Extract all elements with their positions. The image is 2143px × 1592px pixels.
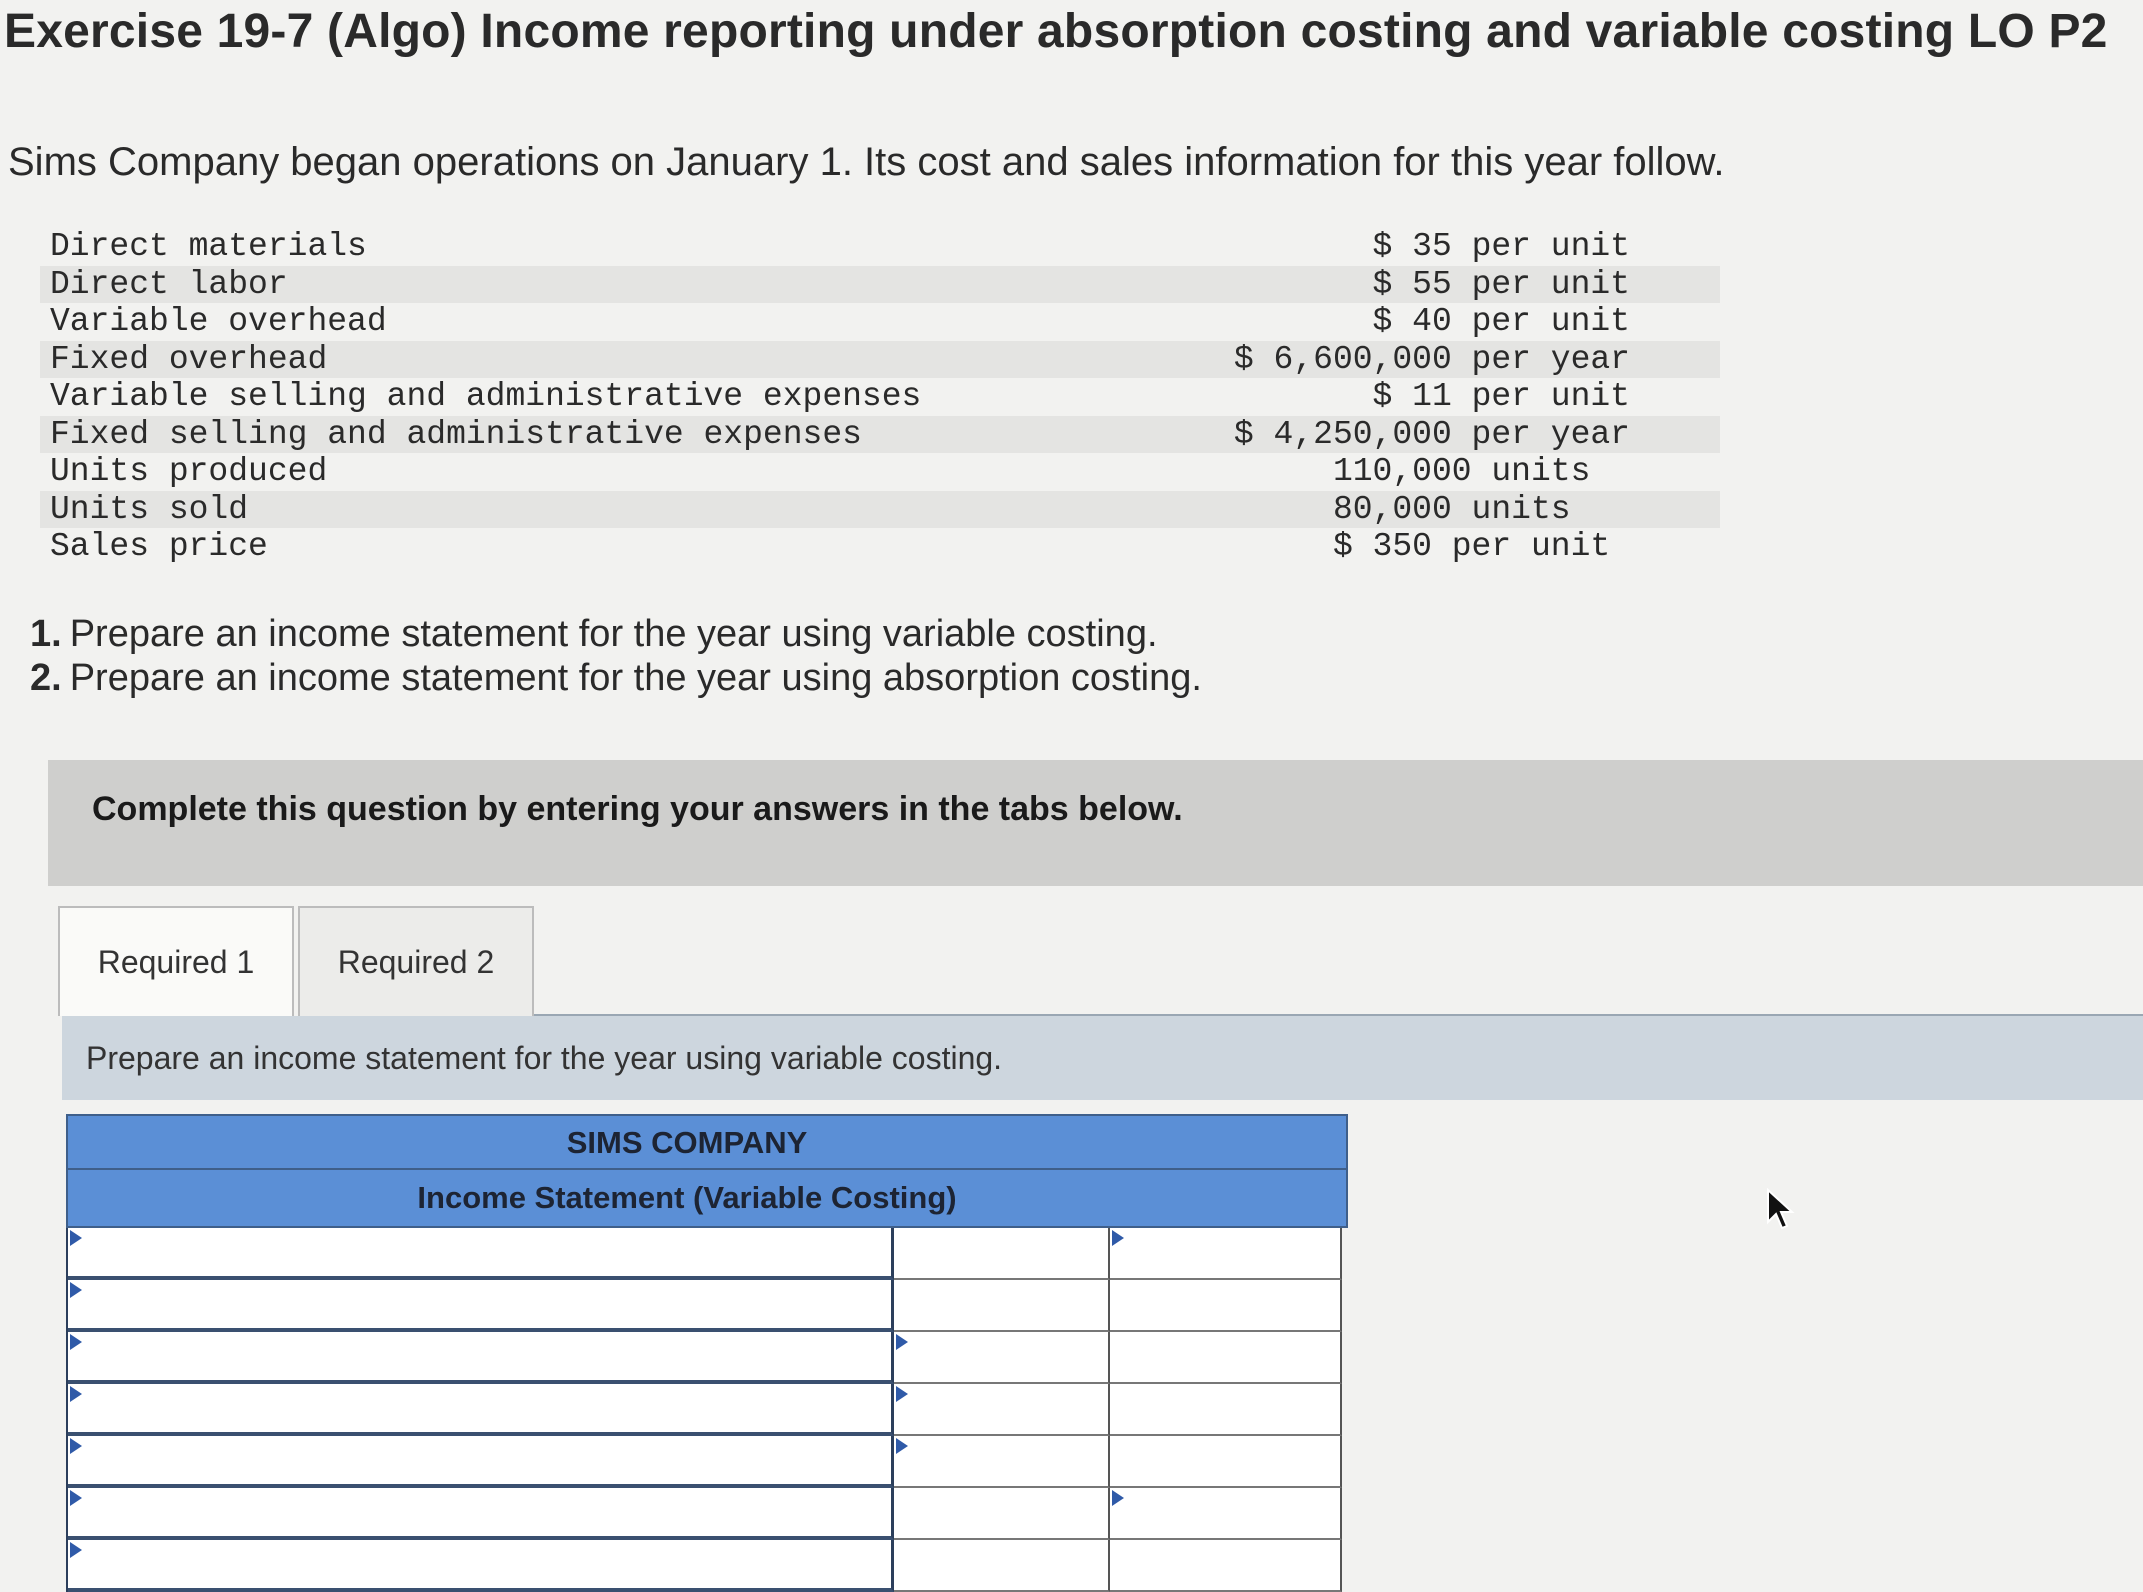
- statement-label-input[interactable]: [68, 1228, 894, 1280]
- statement-amount-input[interactable]: [894, 1332, 1110, 1384]
- cost-label: Variable selling and administrative expenses: [50, 378, 922, 415]
- requirement-number: 2.: [30, 657, 62, 699]
- statement-company-name: SIMS COMPANY: [66, 1114, 1348, 1170]
- cost-value: 80,000 units: [1332, 490, 1630, 528]
- cost-label: Direct labor: [50, 265, 288, 303]
- statement-total-input[interactable]: [1110, 1280, 1342, 1332]
- cost-row: [40, 266, 1720, 304]
- cost-value: $ 350 per unit: [1332, 528, 1630, 565]
- statement-total-input[interactable]: [1110, 1488, 1342, 1540]
- statement-total-input[interactable]: [1110, 1332, 1342, 1384]
- requirement-text: Prepare an income statement for the year using absorption costing.: [69, 657, 1202, 699]
- statement-label-input[interactable]: [68, 1436, 894, 1488]
- cost-label: Direct materials: [50, 228, 367, 265]
- dropdown-marker-icon: [70, 1490, 82, 1506]
- statement-amount-input[interactable]: [894, 1384, 1110, 1436]
- prompt-bar: [62, 1016, 2143, 1100]
- cost-label: Units produced: [50, 453, 328, 490]
- instruction-text: Complete this question by entering your answers in the tabs below.: [92, 790, 1183, 828]
- statement-total-input[interactable]: [1110, 1436, 1342, 1488]
- cost-value: $ 4,250,000 per year: [1233, 415, 1630, 453]
- intro-text: Sims Company began operations on January 1. Its cost and sales information for this year follow.: [8, 140, 1725, 184]
- cost-label: Fixed overhead: [50, 340, 328, 378]
- income-statement: [66, 1114, 1348, 1592]
- tab-required-2[interactable]: [298, 906, 534, 1016]
- cost-row: [40, 303, 1720, 341]
- exercise-title: Exercise 19-7 (Algo) Income reporting under absorption costing and variable costing LO P2: [4, 5, 2108, 58]
- statement-total-input[interactable]: [1110, 1540, 1342, 1592]
- requirement-item: [30, 656, 1202, 700]
- statement-subtitle: Income Statement (Variable Costing): [66, 1170, 1348, 1228]
- cost-value: $ 55 per unit: [1372, 265, 1630, 303]
- tab-required-1[interactable]: [58, 906, 294, 1016]
- dropdown-marker-icon: [1112, 1490, 1124, 1506]
- cost-value: 110,000 units: [1332, 453, 1630, 490]
- requirement-number: 1.: [30, 613, 62, 655]
- dropdown-marker-icon: [70, 1542, 82, 1558]
- statement-total-input[interactable]: [1110, 1228, 1342, 1280]
- dropdown-marker-icon: [70, 1230, 82, 1246]
- statement-label-input[interactable]: [68, 1488, 894, 1540]
- cost-value: $ 11 per unit: [1372, 378, 1630, 415]
- tab-label: Required 1: [97, 943, 255, 980]
- tab-label: Required 2: [337, 943, 495, 980]
- cost-row: [40, 378, 1720, 416]
- statement-label-input[interactable]: [68, 1384, 894, 1436]
- instruction-bar: [48, 760, 2143, 886]
- dropdown-marker-icon: [896, 1386, 908, 1402]
- cost-row: [40, 416, 1720, 454]
- mouse-pointer-icon: [1766, 1188, 1796, 1232]
- statement-label-input[interactable]: [68, 1332, 894, 1384]
- statement-grid: [66, 1228, 1348, 1592]
- cost-row: [40, 341, 1720, 379]
- statement-label-input[interactable]: [68, 1280, 894, 1332]
- dropdown-marker-icon: [1112, 1230, 1124, 1246]
- cost-row: [40, 528, 1720, 566]
- cost-label: Sales price: [50, 528, 268, 565]
- cost-label: Units sold: [50, 490, 249, 528]
- requirement-item: [30, 612, 1202, 656]
- dropdown-marker-icon: [70, 1438, 82, 1454]
- statement-amount-input[interactable]: [894, 1436, 1110, 1488]
- cost-row: [40, 228, 1720, 266]
- cost-label: Variable overhead: [50, 303, 387, 340]
- cost-value: $ 40 per unit: [1372, 303, 1630, 340]
- statement-amount-input[interactable]: [894, 1540, 1110, 1592]
- statement-label-input[interactable]: [68, 1540, 894, 1592]
- statement-total-input[interactable]: [1110, 1384, 1342, 1436]
- cost-value: $ 6,600,000 per year: [1233, 340, 1630, 378]
- dropdown-marker-icon: [70, 1282, 82, 1298]
- requirements-list: [30, 612, 1202, 700]
- cost-row: [40, 453, 1720, 491]
- cost-value: $ 35 per unit: [1372, 228, 1630, 265]
- statement-amount-input[interactable]: [894, 1280, 1110, 1332]
- cost-row: [40, 491, 1720, 529]
- dropdown-marker-icon: [896, 1438, 908, 1454]
- requirement-text: Prepare an income statement for the year using variable costing.: [69, 613, 1158, 655]
- prompt-text: Prepare an income statement for the year using variable costing.: [86, 1040, 1003, 1076]
- dropdown-marker-icon: [70, 1334, 82, 1350]
- dropdown-marker-icon: [896, 1334, 908, 1350]
- statement-amount-input[interactable]: [894, 1228, 1110, 1280]
- cost-data-table: [40, 228, 1720, 566]
- statement-amount-input[interactable]: [894, 1488, 1110, 1540]
- dropdown-marker-icon: [70, 1386, 82, 1402]
- cost-label: Fixed selling and administrative expenses: [50, 415, 862, 453]
